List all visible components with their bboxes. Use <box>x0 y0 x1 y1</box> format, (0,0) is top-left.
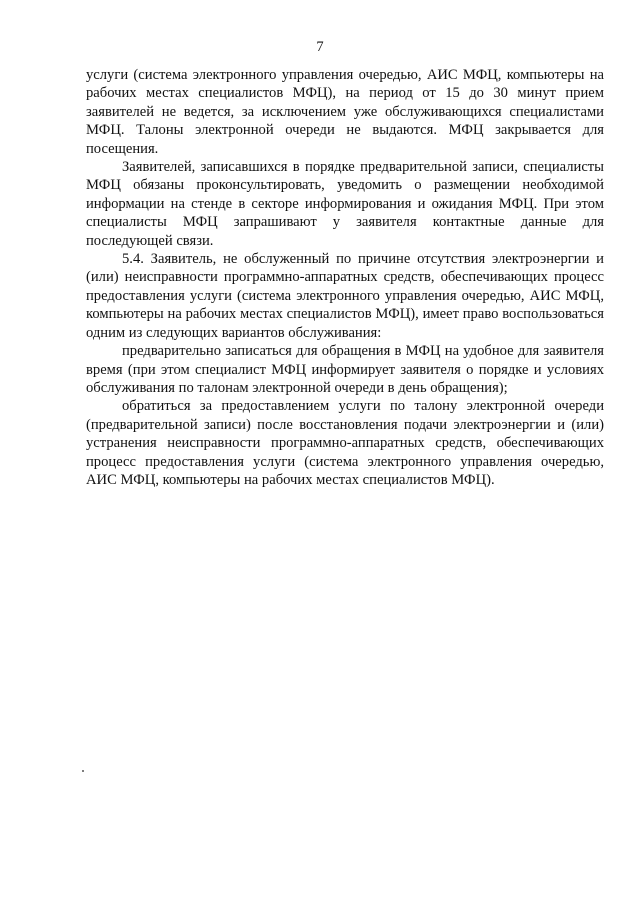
paragraph-clause-5-4: 5.4. Заявитель, не обслуженный по причине отсутствия электроэнергии и (или) неисправности программно-аппаратных средств, обеспечивающих процесс предоставления услуги (система электронного управления очередью, АИС МФЦ, компьютеры на рабочих местах специалистов МФЦ), имеет право воспользоваться одним из следующих вариантов обслуживания: <box>86 251 604 341</box>
paragraph-option-preregister: предварительно записаться для обращения в МФЦ на удобное для заявителя время (при этом специалист МФЦ информирует заявителя о порядке и условиях обслуживания по талонам электронной очереди в день обращения); <box>86 343 604 396</box>
page-number: 7 <box>316 39 324 55</box>
paragraph-continuation: услуги (система электронного управления очередью, АИС МФЦ, компьютеры на рабочих местах специалистов МФЦ), на период от 15 до 30 минут прием заявителей не ведется, за исключением уже обслуживающихся специалистами МФЦ. Талоны электронной очереди не выдаются. МФЦ закрывается для посещения. <box>86 67 604 157</box>
paragraph-preregistration: Заявителей, записавшихся в порядке предварительной записи, специалисты МФЦ обязаны проконсультировать, уведомить о размещении необходимой информации на стенде в секторе информирования и ожидания МФЦ. При этом специалисты МФЦ запрашивают у заявителя контактные данные для последующей связи. <box>86 159 604 249</box>
scan-speck <box>82 770 84 772</box>
document-body <box>86 66 604 489</box>
paragraph-option-ticket: обратиться за предоставлением услуги по талону электронной очереди (предварительной записи) после восстановления подачи электроэнергии и (или) устранения неисправности программно-аппаратных средств, обеспечивающих процесс предоставления услуги (система электронного управления очередью, АИС МФЦ, компьютеры на рабочих местах специалистов МФЦ). <box>86 398 604 488</box>
